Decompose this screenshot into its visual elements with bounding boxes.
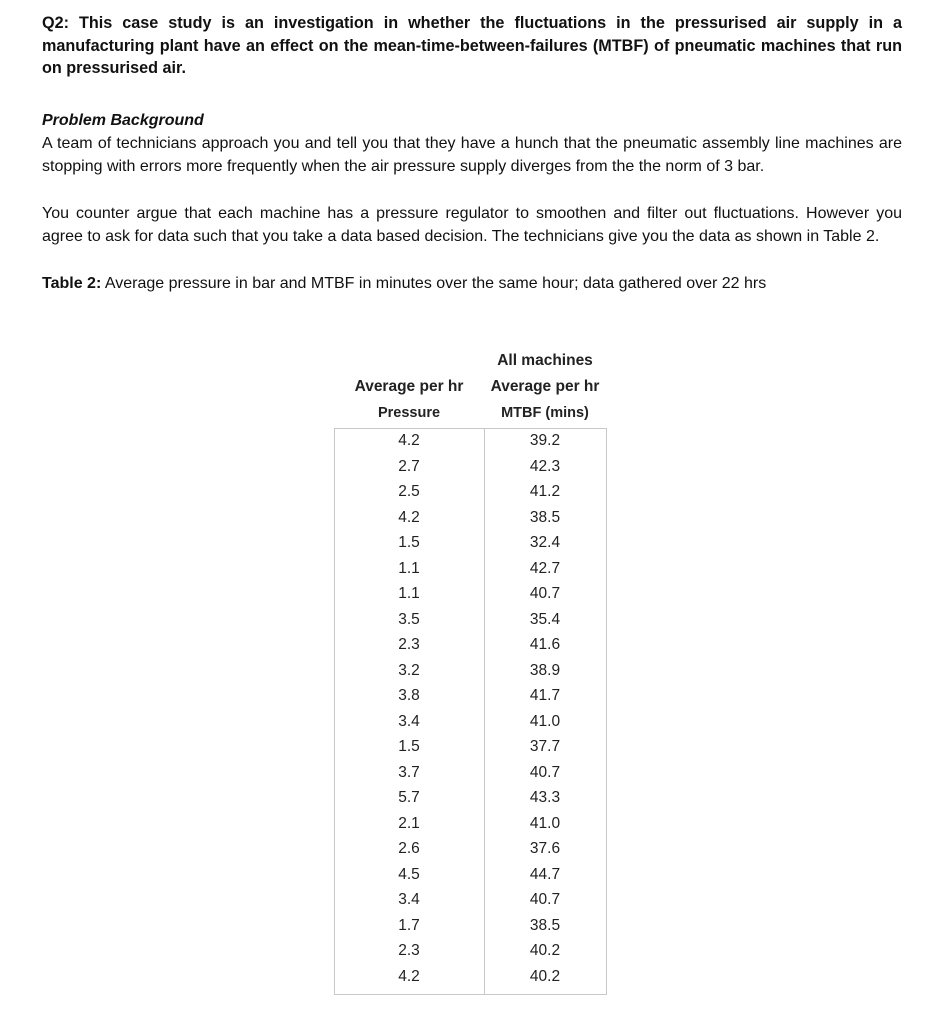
mtbf-cell: 40.7 — [529, 585, 561, 602]
mtbf-cell: 41.0 — [529, 814, 561, 832]
mtbf-cell: 40.2 — [529, 967, 561, 985]
pressure-cell: 2.3 — [398, 942, 420, 959]
mtbf-cell: 42.7 — [529, 559, 561, 577]
mtbf-cell: 38.5 — [529, 916, 561, 934]
pressure-cell: 4.5 — [398, 865, 420, 883]
table-caption-text: Average pressure in bar and MTBF in minutes over the same hour; data gathered over 22 hrs — [101, 274, 767, 292]
pressure-cell: 2.5 — [398, 483, 420, 500]
pressure-cell: 1.7 — [398, 916, 420, 934]
pressure-cell: 3.2 — [398, 661, 420, 679]
table-row — [334, 632, 608, 658]
table-subheader-row — [334, 400, 608, 426]
pressure-cell: 2.3 — [398, 636, 420, 653]
pressure-cell: 3.5 — [398, 610, 420, 628]
mtbf-cell: 38.5 — [529, 508, 561, 526]
table-row — [334, 683, 608, 709]
table-row — [334, 964, 608, 990]
data-table — [334, 348, 608, 989]
mtbf-cell: 37.7 — [529, 738, 561, 755]
table-row — [334, 811, 608, 837]
table-row — [334, 479, 608, 505]
pressure-cell: 2.6 — [398, 840, 420, 857]
table-row — [334, 556, 608, 582]
table-row — [334, 887, 608, 913]
mtbf-cell: 41.7 — [529, 687, 561, 704]
table-row — [334, 454, 608, 480]
pressure-cell: 4.2 — [398, 432, 420, 449]
pressure-cell: 2.7 — [398, 457, 420, 475]
table-row — [334, 938, 608, 964]
table-row — [334, 785, 608, 811]
table-group-header: All machines — [497, 352, 593, 369]
column-header-pressure: Pressure — [377, 405, 441, 421]
column-header-mtbf: MTBF (mins) — [501, 405, 589, 421]
table-row — [334, 836, 608, 862]
pressure-cell: 3.4 — [398, 712, 420, 730]
table-group-header-row — [334, 348, 608, 374]
document-page — [42, 12, 902, 295]
table-row — [334, 913, 608, 939]
mtbf-cell: 41.6 — [529, 636, 561, 653]
question-title: Q2: This case study is an investigation in whether the fluctuations in the pressurised air supply in a manufacturing plant have an effect on the mean-time-between-failures (MTBF) of pneumatic machines that run on pressurised air. — [42, 14, 902, 77]
pressure-cell: 1.1 — [398, 559, 420, 577]
section-heading: Problem Background — [42, 111, 204, 129]
pressure-cell: 2.1 — [398, 814, 420, 832]
mtbf-cell: 43.3 — [529, 789, 561, 806]
table-body — [334, 428, 608, 989]
pressure-cell: 4.2 — [398, 508, 420, 526]
pressure-cell: 3.7 — [398, 763, 420, 781]
pressure-cell: 1.5 — [398, 738, 420, 755]
mtbf-cell: 40.2 — [529, 942, 561, 959]
mtbf-cell: 35.4 — [529, 610, 561, 628]
column-header-pressure-top: Average per hr — [354, 378, 464, 395]
mtbf-cell: 38.9 — [529, 661, 561, 679]
pressure-cell: 3.4 — [398, 891, 420, 908]
mtbf-cell: 44.7 — [529, 865, 561, 883]
mtbf-cell: 42.3 — [529, 457, 561, 475]
pressure-cell: 3.8 — [398, 687, 420, 704]
table-row — [334, 734, 608, 760]
pressure-cell: 5.7 — [398, 789, 420, 806]
table-row — [334, 505, 608, 531]
table-row — [334, 862, 608, 888]
mtbf-cell: 41.0 — [529, 712, 561, 730]
table-caption — [42, 273, 902, 295]
table-row — [334, 760, 608, 786]
background-paragraph-1: A team of technicians approach you and tell you that they have a hunch that the pneumatic assembly line machines are stopping with errors more frequently when the air pressure supply diverges from the the norm of 3 bar. — [42, 134, 902, 175]
mtbf-cell: 32.4 — [529, 534, 561, 551]
mtbf-cell: 39.2 — [529, 432, 561, 449]
table-row — [334, 530, 608, 556]
pressure-cell: 1.1 — [398, 585, 420, 602]
table-row — [334, 658, 608, 684]
table-row — [334, 607, 608, 633]
table-header-row — [334, 374, 608, 400]
table-row — [334, 581, 608, 607]
mtbf-cell: 37.6 — [529, 840, 561, 857]
background-paragraph-2: You counter argue that each machine has a pressure regulator to smoothen and filter out fluctuations. However you agree to ask for data such that you take a data based decision. The technicians give you the data as shown in Table 2. — [42, 204, 902, 245]
table-caption-label: Table 2: — [42, 274, 102, 292]
column-header-mtbf-top: Average per hr — [490, 378, 600, 395]
pressure-cell: 1.5 — [398, 534, 420, 551]
table-row — [334, 709, 608, 735]
table-row — [334, 428, 608, 454]
pressure-cell: 4.2 — [398, 967, 420, 985]
mtbf-cell: 40.7 — [529, 891, 561, 908]
mtbf-cell: 41.2 — [529, 483, 561, 500]
mtbf-cell: 40.7 — [529, 763, 561, 781]
